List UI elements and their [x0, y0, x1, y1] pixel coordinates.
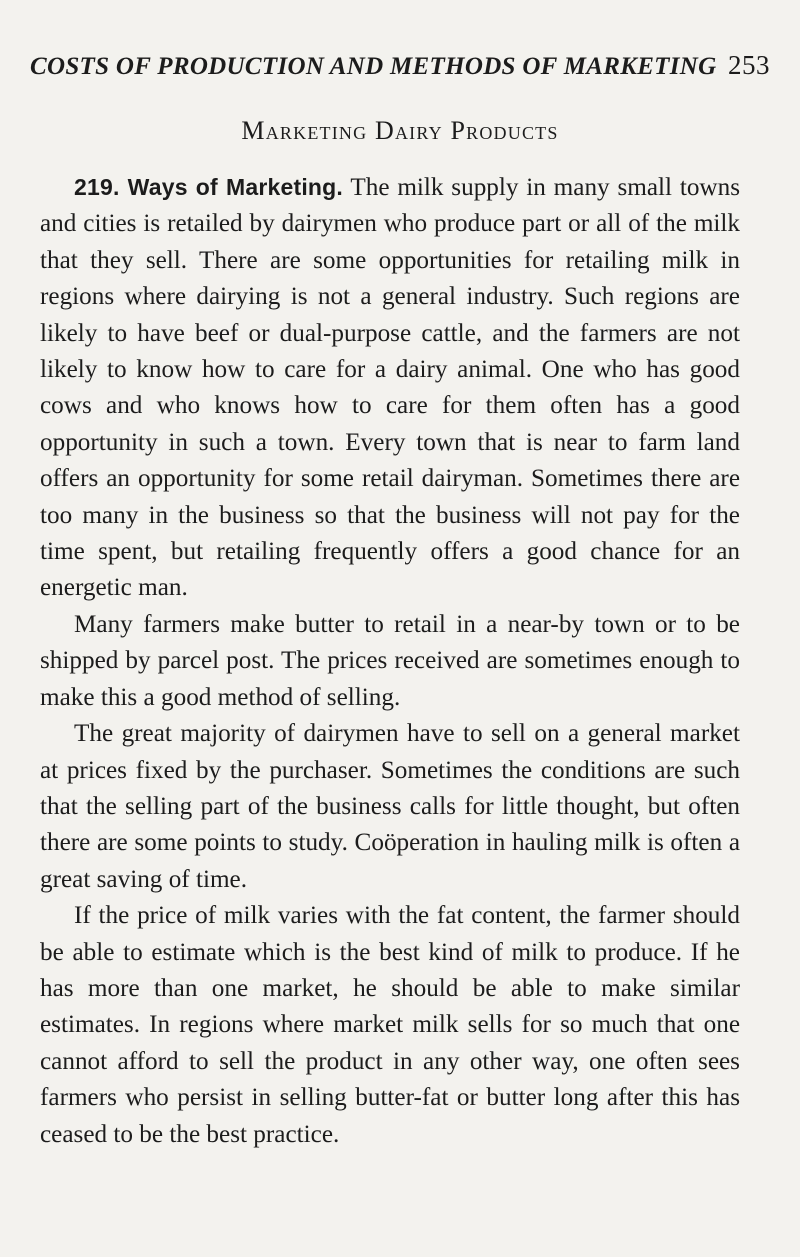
body-text [40, 169, 740, 1153]
paragraph-4: If the price of milk varies with the fat content, the farmer should be able to estimate which is the best kind of milk to produce. If he has more than one market, he should be able to make similar estimates. In regions where market milk sells for so much that one cannot afford to sell the product in any other way, one often sees farmers who persist in selling butter-fat or butter long after this has ceased to be the best practice. [40, 902, 740, 1148]
running-title: COSTS OF PRODUCTION AND METHODS OF MARKETING [30, 53, 717, 80]
paragraph-3: The great majority of dairymen have to sell on a general market at prices fixed by the purchaser. Sometimes the conditions are such that the selling part of the business calls for little thought, but often there are some points to study. Coöperation in hauling milk is often a great saving of time. [40, 720, 740, 893]
paragraph-heading: 219. Ways of Marketing. [74, 174, 344, 200]
section-heading: Marketing Dairy Products [241, 116, 559, 145]
page-number: 253 [728, 50, 770, 80]
paragraph-2: Many farmers make butter to retail in a near-by town or to be shipped by parcel post. The prices received are sometimes enough to make this a good method of selling. [40, 610, 740, 711]
paragraph-1 [40, 169, 740, 607]
running-head [30, 50, 770, 90]
paragraph-1-text: The milk supply in many small towns and cities is retailed by dairymen who produce part or all of the milk that they sell. There are some opportunities for retailing milk in regions where dairying is not a general industry. Such regions are likely to have beef or dual-purpose cattle, and the farmers are not likely to know how to care for a dairy animal. One who has good cows and who knows how to care for them often has a good opportunity in such a town. Every town that is near to farm land offers an opportunity for some retail dairyman. Sometimes there are too many in the business so that the business will not pay for the time spent, but retailing frequently offers a good chance for an energetic man. [40, 174, 740, 602]
